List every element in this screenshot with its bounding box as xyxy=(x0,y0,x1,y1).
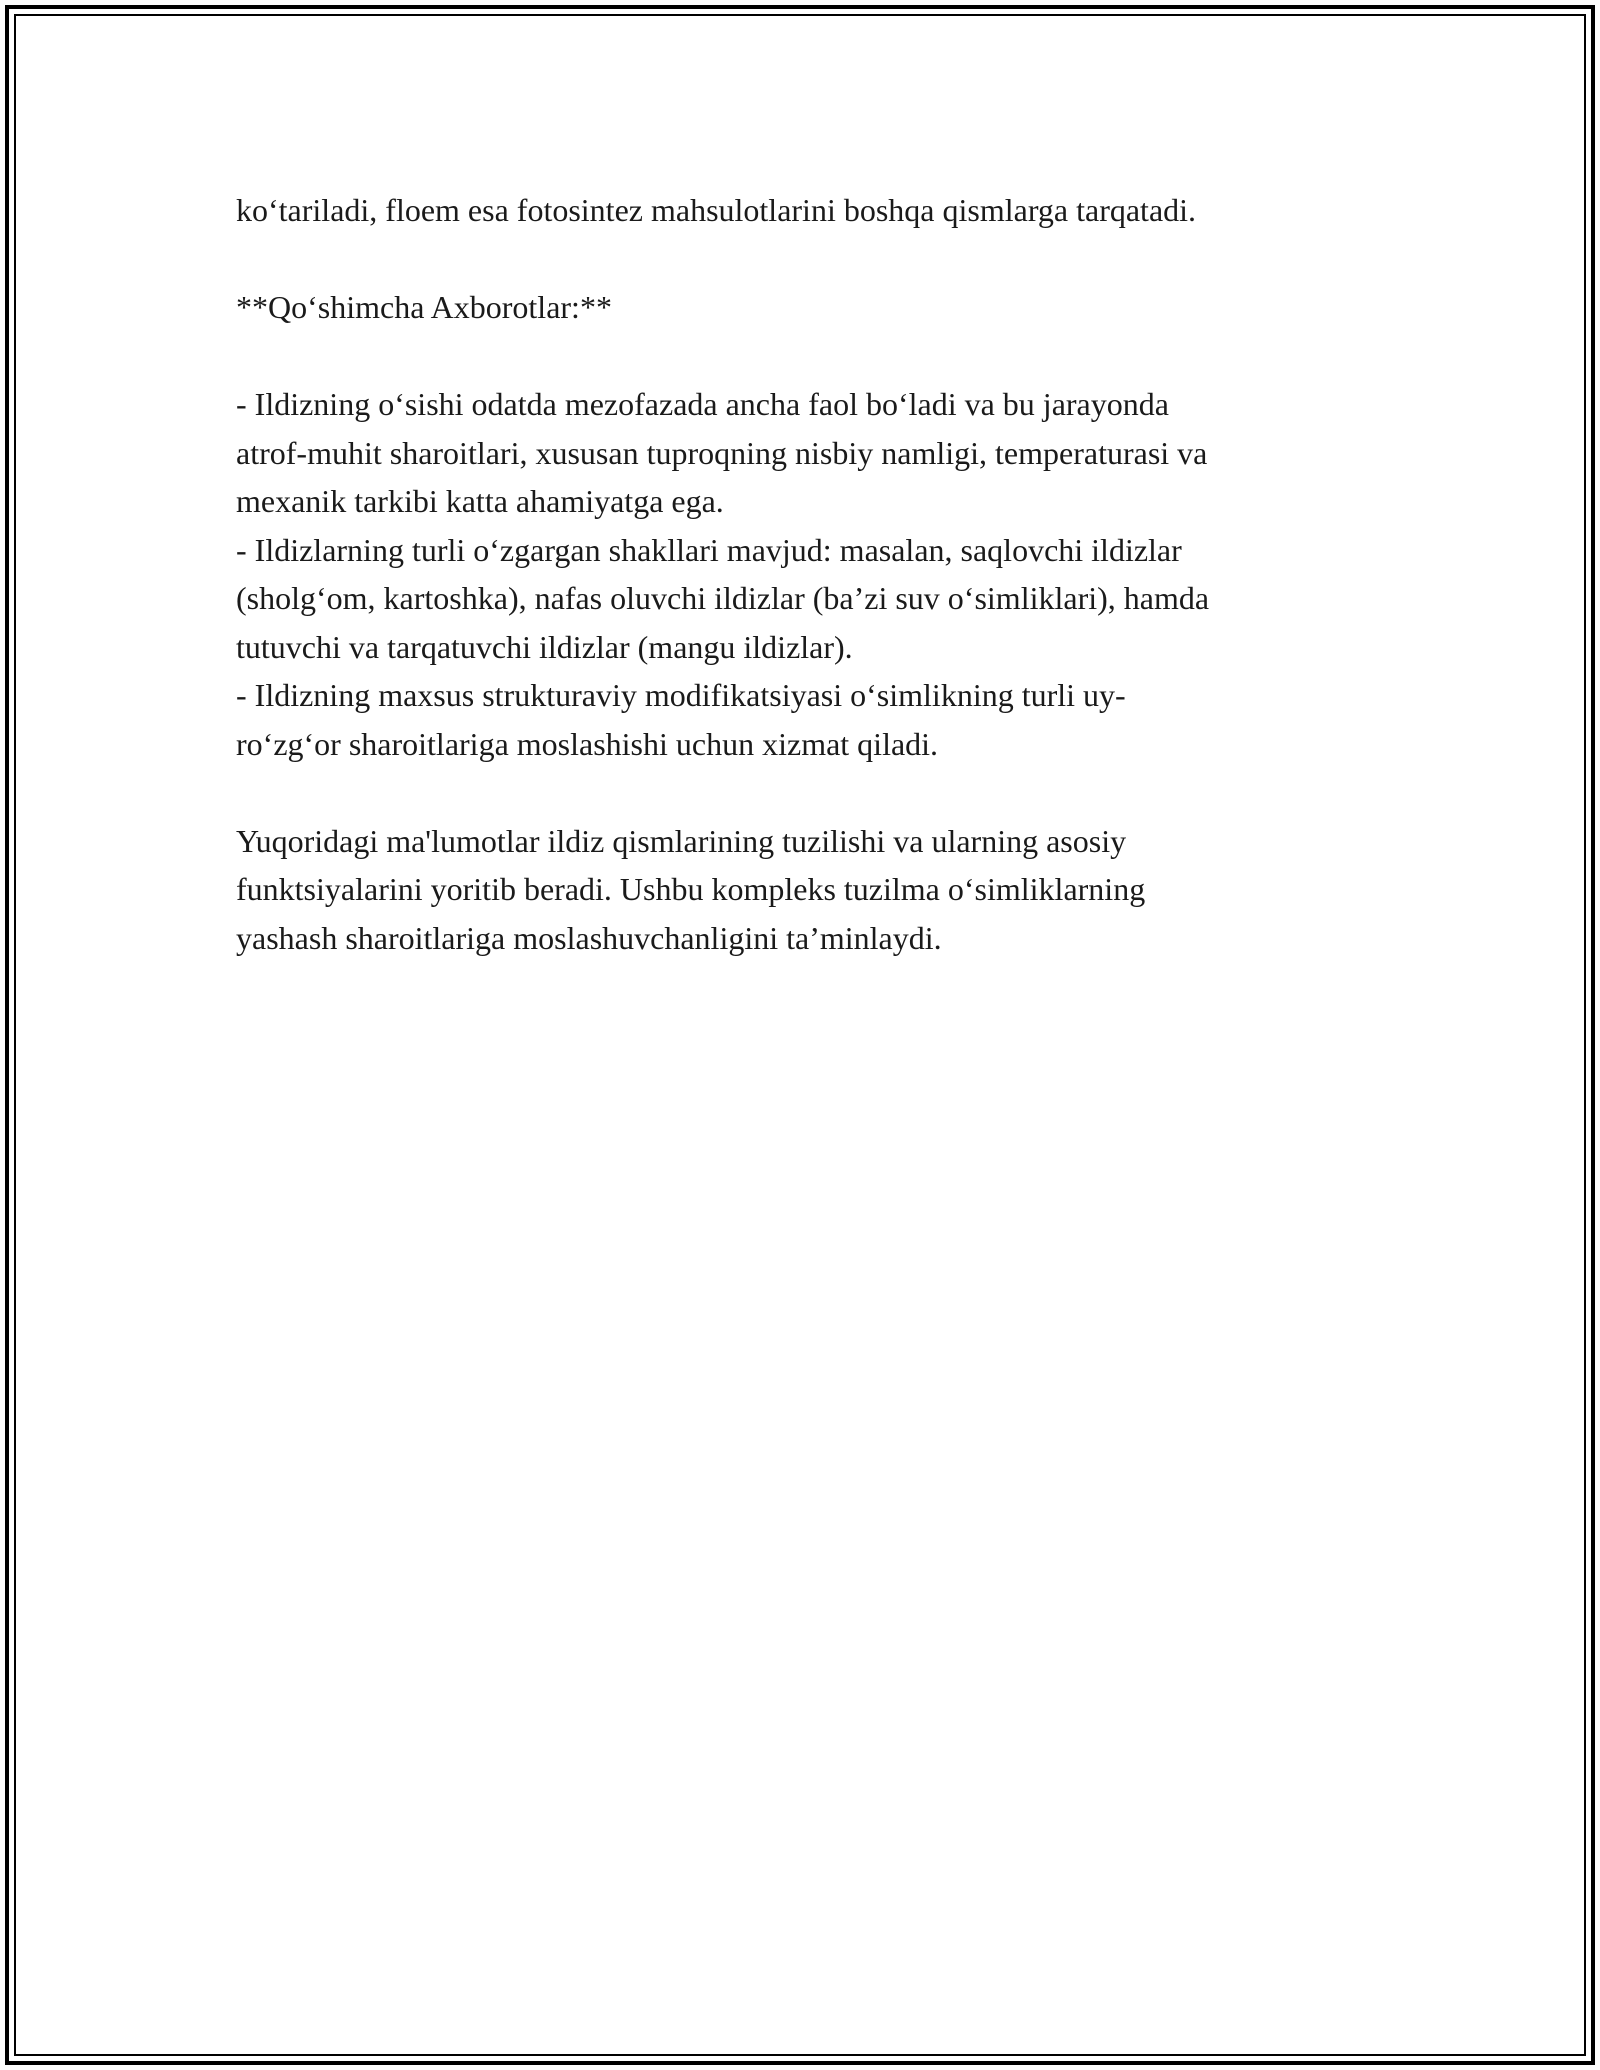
text-line: Yuqoridagi ma'lumotlar ildiz qismlarining tuzilishi va ularning asosiy xyxy=(236,822,1127,859)
text-line: mexanik tarkibi katta ahamiyatga ega. xyxy=(236,483,724,519)
text-line: ro‘zg‘or sharoitlariga moslashishi uchun xizmat qiladi. xyxy=(236,725,939,762)
paragraph-gap xyxy=(236,332,1376,381)
paragraph-gap xyxy=(236,768,1376,817)
text-line: - Ildizning o‘sishi odatda mezofazada ancha faol bo‘ladi va bu jarayonda xyxy=(236,386,1169,422)
text-line: tutuvchi va tarqatuvchi ildizlar (mangu ildizlar). xyxy=(236,628,853,665)
text-line: - Ildizlarning turli o‘zgargan shakllari mavjud: masalan, saqlovchi ildizlar xyxy=(236,531,1182,568)
document-body xyxy=(236,186,1376,962)
text-line: (sholg‘om, kartoshka), nafas oluvchi ildizlar (ba’zi suv o‘simliklari), hamda xyxy=(236,580,1210,616)
text-line: funktsiyalarini yoritib beradi. Ushbu kompleks tuzilma o‘simliklarning xyxy=(236,871,1146,907)
section-heading: **Qo‘shimcha Axborotlar:** xyxy=(236,289,612,325)
text-line: ko‘tariladi, floem esa fotosintez mahsulotlarini boshqa qismlarga tarqatadi. xyxy=(236,192,1197,228)
text-line: atrof-muhit sharoitlari, xususan tuproqning nisbiy namligi, temperaturasi va xyxy=(236,434,1208,471)
text-line: yashash sharoitlariga moslashuvchanligini ta’minlaydi. xyxy=(236,919,942,956)
paragraph-gap xyxy=(236,235,1376,284)
text-line: - Ildizning maxsus strukturaviy modifikatsiyasi o‘simlikning turli uy- xyxy=(236,677,1126,713)
